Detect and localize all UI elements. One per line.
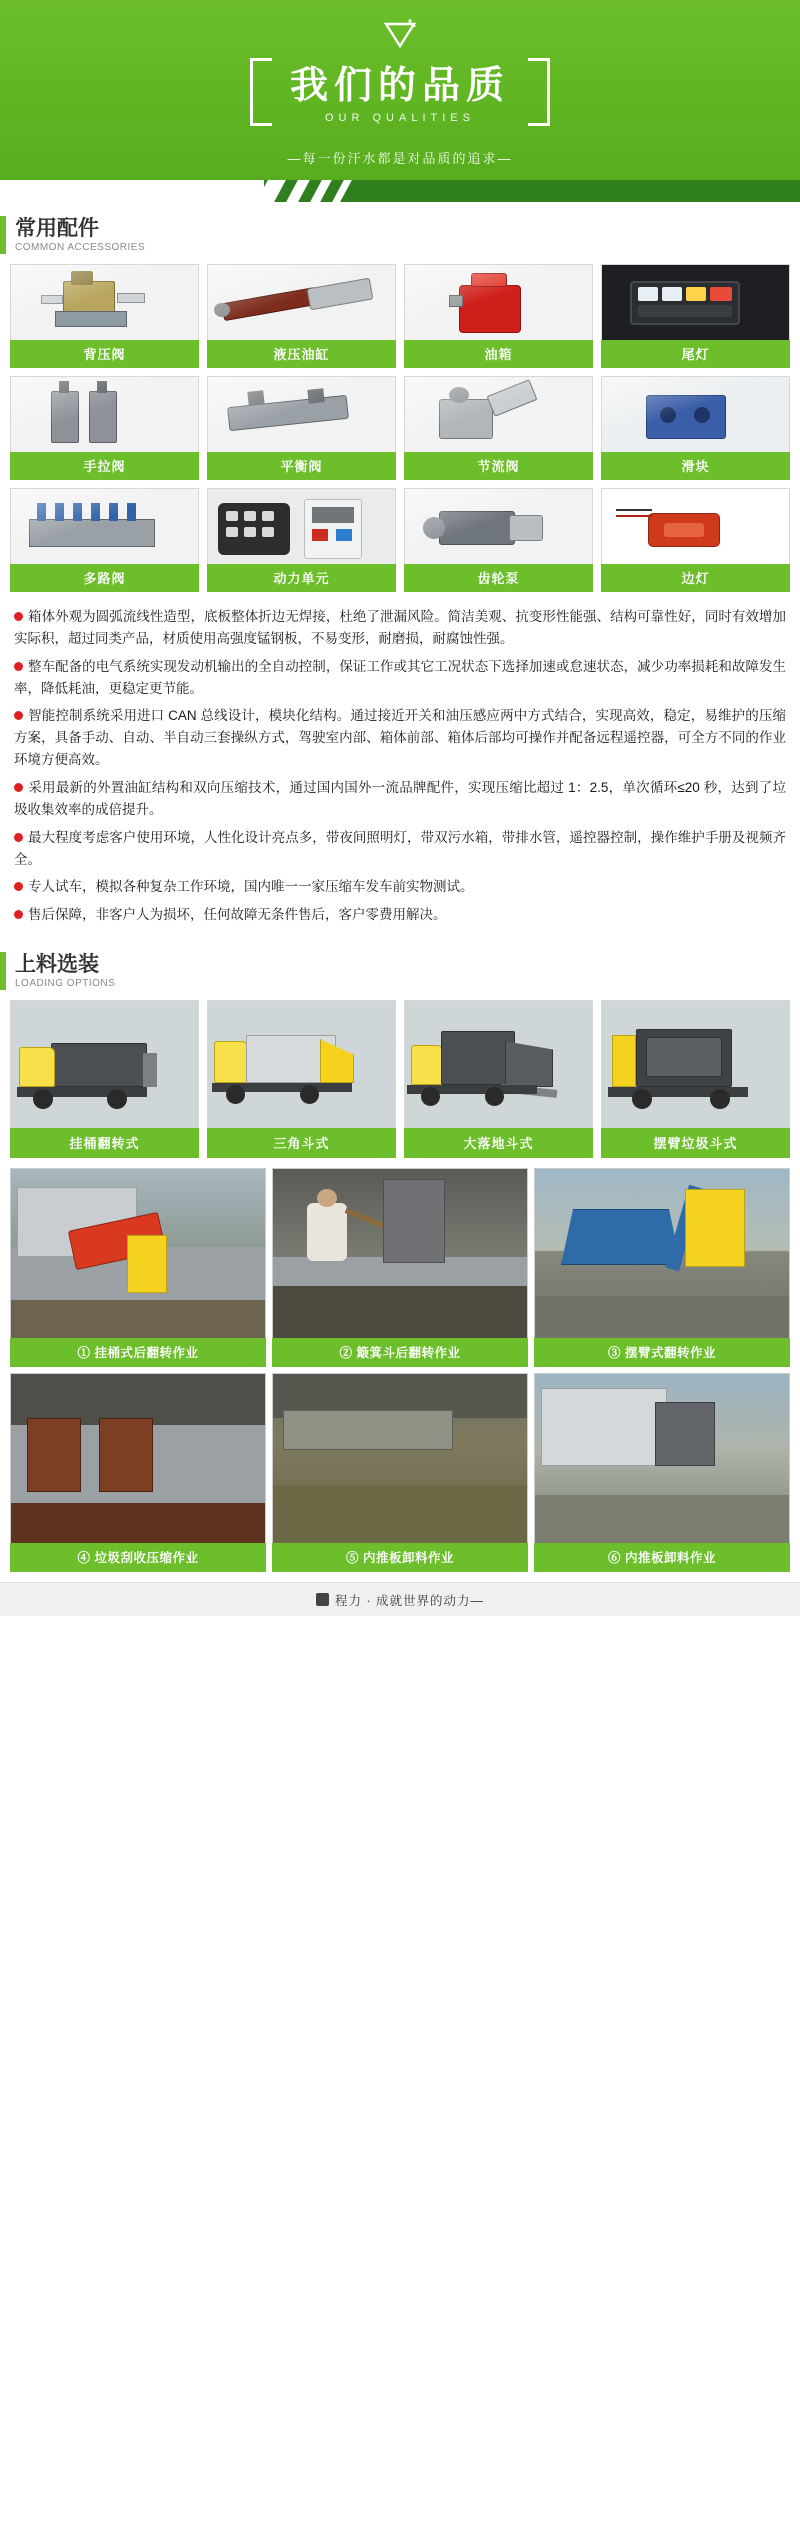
bullet-dot-icon (14, 612, 23, 621)
accessory-label: 边灯 (601, 564, 790, 592)
multiway-valve-image (10, 488, 199, 564)
accessory-label: 手拉阀 (10, 452, 199, 480)
loading-option-item (601, 1000, 790, 1158)
loading-option-label: 大落地斗式 (404, 1128, 593, 1158)
feature-text: 最大程度考虑客户使用环境，人性化设计亮点多，带夜间照明灯，带双污水箱，带排水管，遥控器控制，操作维护手册及视频齐全。 (14, 829, 786, 867)
operation-label: ④ 垃圾刮收压缩作业 (10, 1543, 266, 1572)
loading-options-grid (0, 1000, 800, 1158)
accessory-item (10, 488, 199, 592)
hero-banner (0, 0, 800, 180)
accessory-item (404, 264, 593, 368)
diamond-sparkle-icon (380, 14, 420, 54)
accessory-label: 多路阀 (10, 564, 199, 592)
throttle-valve-image (404, 376, 593, 452)
feature-paragraph (14, 777, 786, 821)
frame-corner-bottom-left (250, 92, 272, 126)
loading-option-item (207, 1000, 396, 1158)
footer-bar (0, 1582, 800, 1616)
feature-paragraph (14, 606, 786, 650)
operation-label: ⑤ 内推板卸料作业 (272, 1543, 528, 1572)
oil-tank-image (404, 264, 593, 340)
accessories-grid (0, 264, 800, 592)
feature-paragraph (14, 827, 786, 871)
operations-grid (0, 1158, 800, 1572)
accessory-item (601, 488, 790, 592)
feature-text: 整车配备的电气系统实现发动机输出的全自动控制，保证工作或其它工况状态下选择加速或怠速状态，减少功率损耗和故障发生率，降低耗油，更稳定更节能。 (14, 658, 786, 696)
operation-item (10, 1373, 266, 1572)
bin-lifter-truck-image (10, 1000, 199, 1128)
operation-label: ① 挂桶式后翻转作业 (10, 1338, 266, 1367)
operation-item (272, 1373, 528, 1572)
loading-option-label: 挂桶翻转式 (10, 1128, 199, 1158)
loading-option-label: 摆臂垃圾斗式 (601, 1128, 790, 1158)
frame-corner-bottom-right (528, 92, 550, 126)
bin-lifter-operation-image (10, 1168, 266, 1338)
loading-option-label: 三角斗式 (207, 1128, 396, 1158)
accessory-item (10, 264, 199, 368)
balance-valve-image (207, 376, 396, 452)
operation-label: ③ 摆臂式翻转作业 (534, 1338, 790, 1367)
feature-paragraph (14, 656, 786, 700)
accessory-label: 背压阀 (10, 340, 199, 368)
accessory-label: 动力单元 (207, 564, 396, 592)
accessory-item (404, 488, 593, 592)
operation-item (10, 1168, 266, 1367)
bullet-dot-icon (14, 833, 23, 842)
section-header-loading (0, 938, 800, 1000)
frame-corner-top-right (528, 58, 550, 92)
swing-arm-skip-truck-image (601, 1000, 790, 1128)
accessories-title-cn: 常用配件 (15, 216, 99, 240)
tail-light-image (601, 264, 790, 340)
banner-slogan: —每一份汗水都是对品质的追求— (287, 150, 513, 166)
bullet-dot-icon (14, 662, 23, 671)
accessory-item (10, 376, 199, 480)
accessory-label: 油箱 (404, 340, 593, 368)
dustpan-hopper-operation-image (272, 1168, 528, 1338)
accessory-item (601, 376, 790, 480)
operation-label: ② 簸箕斗后翻转作业 (272, 1338, 528, 1367)
push-plate-unloading-operation-2-image (534, 1373, 790, 1543)
hand-pull-valve-image (10, 376, 199, 452)
accessory-item (207, 264, 396, 368)
brand-logo-icon (316, 1593, 329, 1606)
accessory-item (601, 264, 790, 368)
bullet-dot-icon (14, 882, 23, 891)
accent-bar (0, 952, 6, 990)
accessory-item (207, 376, 396, 480)
side-light-image (601, 488, 790, 564)
features-text-block (0, 592, 800, 938)
loading-option-item (10, 1000, 199, 1158)
accessory-item (207, 488, 396, 592)
accessory-label: 尾灯 (601, 340, 790, 368)
feature-text: 箱体外观为圆弧流线性造型，底板整体折边无焊接，杜绝了泄漏风险。简洁美观、抗变形性能强、结构可靠性好，同时有效增加实际积，超过同类产品，材质使用高强度锰钢板，不易变形，耐磨损，耐腐蚀性强。 (14, 609, 786, 646)
bullet-dot-icon (14, 783, 23, 792)
power-unit-image (207, 488, 396, 564)
operation-item (272, 1168, 528, 1367)
decorative-strip (0, 180, 800, 202)
operation-label: ⑥ 内推板卸料作业 (534, 1543, 790, 1572)
large-ground-hopper-truck-image (404, 1000, 593, 1128)
accent-bar (0, 216, 6, 254)
feature-paragraph (14, 904, 786, 926)
footer-text: 程力 · 成就世界的动力— (334, 1593, 485, 1608)
feature-text: 采用最新的外置油缸结构和双向压缩技术，通过国内国外一流品牌配件，实现压缩比超过 1：2.5，单次循环≤20 秒，达到了垃圾收集效率的成倍提升。 (14, 780, 786, 817)
banner-title-frame (250, 58, 550, 126)
feature-paragraph (14, 876, 786, 898)
bullet-dot-icon (14, 711, 23, 720)
banner-subtitle: OUR QUALITIES (325, 111, 475, 124)
swing-arm-operation-image (534, 1168, 790, 1338)
bullet-dot-icon (14, 910, 23, 919)
accessory-label: 节流阀 (404, 452, 593, 480)
feature-text: 智能控制系统采用进口 CAN 总线设计，模块化结构。通过接近开关和油压感应两中方式结合，实现高效，稳定，易维护的压缩方案，具备手动、自动、半自动三套操纵方式，驾驶室内部、箱体前部、箱体后部均可操作并配备远程遥控器，可全方不同的作业环境方便高效。 (14, 708, 786, 768)
feature-text: 专人试车，模拟各种复杂工作环境，国内唯一一家压缩车发车前实物测试。 (28, 879, 474, 895)
accessory-item (404, 376, 593, 480)
slider-block-image (601, 376, 790, 452)
banner-title: 我们的品质 (289, 63, 510, 107)
loading-title-cn: 上料选装 (15, 953, 99, 977)
triangle-hopper-truck-image (207, 1000, 396, 1128)
gear-pump-image (404, 488, 593, 564)
scraper-compaction-operation-image (10, 1373, 266, 1543)
section-header-accessories (0, 202, 800, 264)
accessory-label: 平衡阀 (207, 452, 396, 480)
accessory-label: 滑块 (601, 452, 790, 480)
accessory-label: 液压油缸 (207, 340, 396, 368)
feature-text: 售后保障，非客户人为损坏，任何故障无条件售后，客户零费用解决。 (28, 907, 447, 923)
accessory-label: 齿轮泵 (404, 564, 593, 592)
frame-corner-top-left (250, 58, 272, 92)
strip-left-white (0, 180, 264, 202)
loading-option-item (404, 1000, 593, 1158)
push-plate-unloading-operation-1-image (272, 1373, 528, 1543)
hydraulic-cylinder-image (207, 264, 396, 340)
accessories-title-en: COMMON ACCESSORIES (15, 242, 146, 254)
operation-item (534, 1168, 790, 1367)
operation-item (534, 1373, 790, 1572)
back-pressure-valve-image (10, 264, 199, 340)
feature-paragraph (14, 705, 786, 771)
loading-title-en: LOADING OPTIONS (15, 978, 116, 990)
